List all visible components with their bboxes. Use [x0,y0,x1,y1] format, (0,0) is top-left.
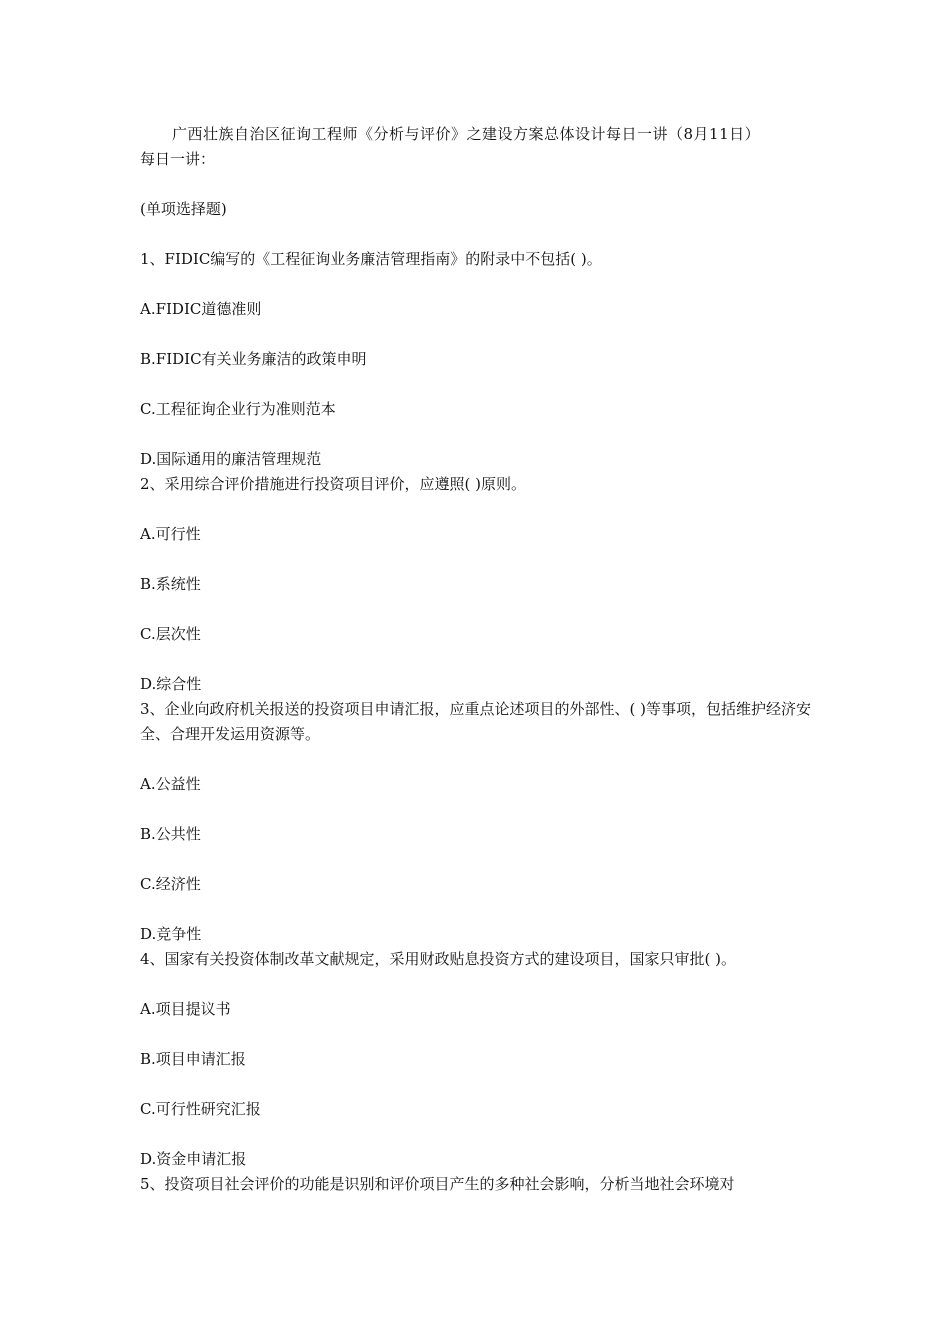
question-text: 5、投资项目社会评价的功能是识别和评价项目产生的多种社会影响，分析当地社会环境对 [140,1175,735,1193]
question-text: 4、国家有关投资体制改革文献规定，采用财政贴息投资方式的建设项目，国家只审批( )。 [140,950,737,968]
question-text: 1、FIDIC编写的《工程征询业务廉洁管理指南》的附录中不包括( )。 [140,250,602,268]
question-text: 2、采用综合评价措施进行投资项目评价，应遵照( )原则。 [140,475,527,493]
option-a: A.可行性 [140,525,201,543]
document-page [140,122,816,1222]
option-b: B.公共性 [140,825,201,843]
option-b: B.项目申请汇报 [140,1050,246,1068]
section-heading: (单项选择题) [140,200,227,218]
option-d: D.综合性 [140,675,202,693]
option-d: D.国际通用的廉洁管理规范 [140,450,322,468]
question-4 [140,947,816,1172]
option-d: D.资金申请汇报 [140,1150,247,1168]
question-2 [140,472,816,697]
option-a: A.FIDIC道德准则 [140,300,262,318]
option-b: B.系统性 [140,575,201,593]
question-text: 3、企业向政府机关报送的投资项目申请汇报，应重点论述项目的外部性、( )等事项，包括维护经济安全、合理开发运用资源等。 [140,700,812,743]
option-c: C.可行性研究汇报 [140,1100,261,1118]
intro-text: 每日一讲： [140,150,216,168]
question-5 [140,1172,816,1197]
option-d: D.竞争性 [140,925,202,943]
option-c: C.经济性 [140,875,201,893]
option-c: C.工程征询企业行为准则范本 [140,400,336,418]
option-b: B.FIDIC有关业务廉洁的政策申明 [140,350,367,368]
option-a: A.公益性 [140,775,201,793]
option-a: A.项目提议书 [140,1000,231,1018]
question-3 [140,697,816,947]
document-title: 广西壮族自治区征询工程师《分析与评价》之建设方案总体设计每日一讲（8月11日） [172,125,761,143]
question-1 [140,247,816,472]
option-c: C.层次性 [140,625,201,643]
